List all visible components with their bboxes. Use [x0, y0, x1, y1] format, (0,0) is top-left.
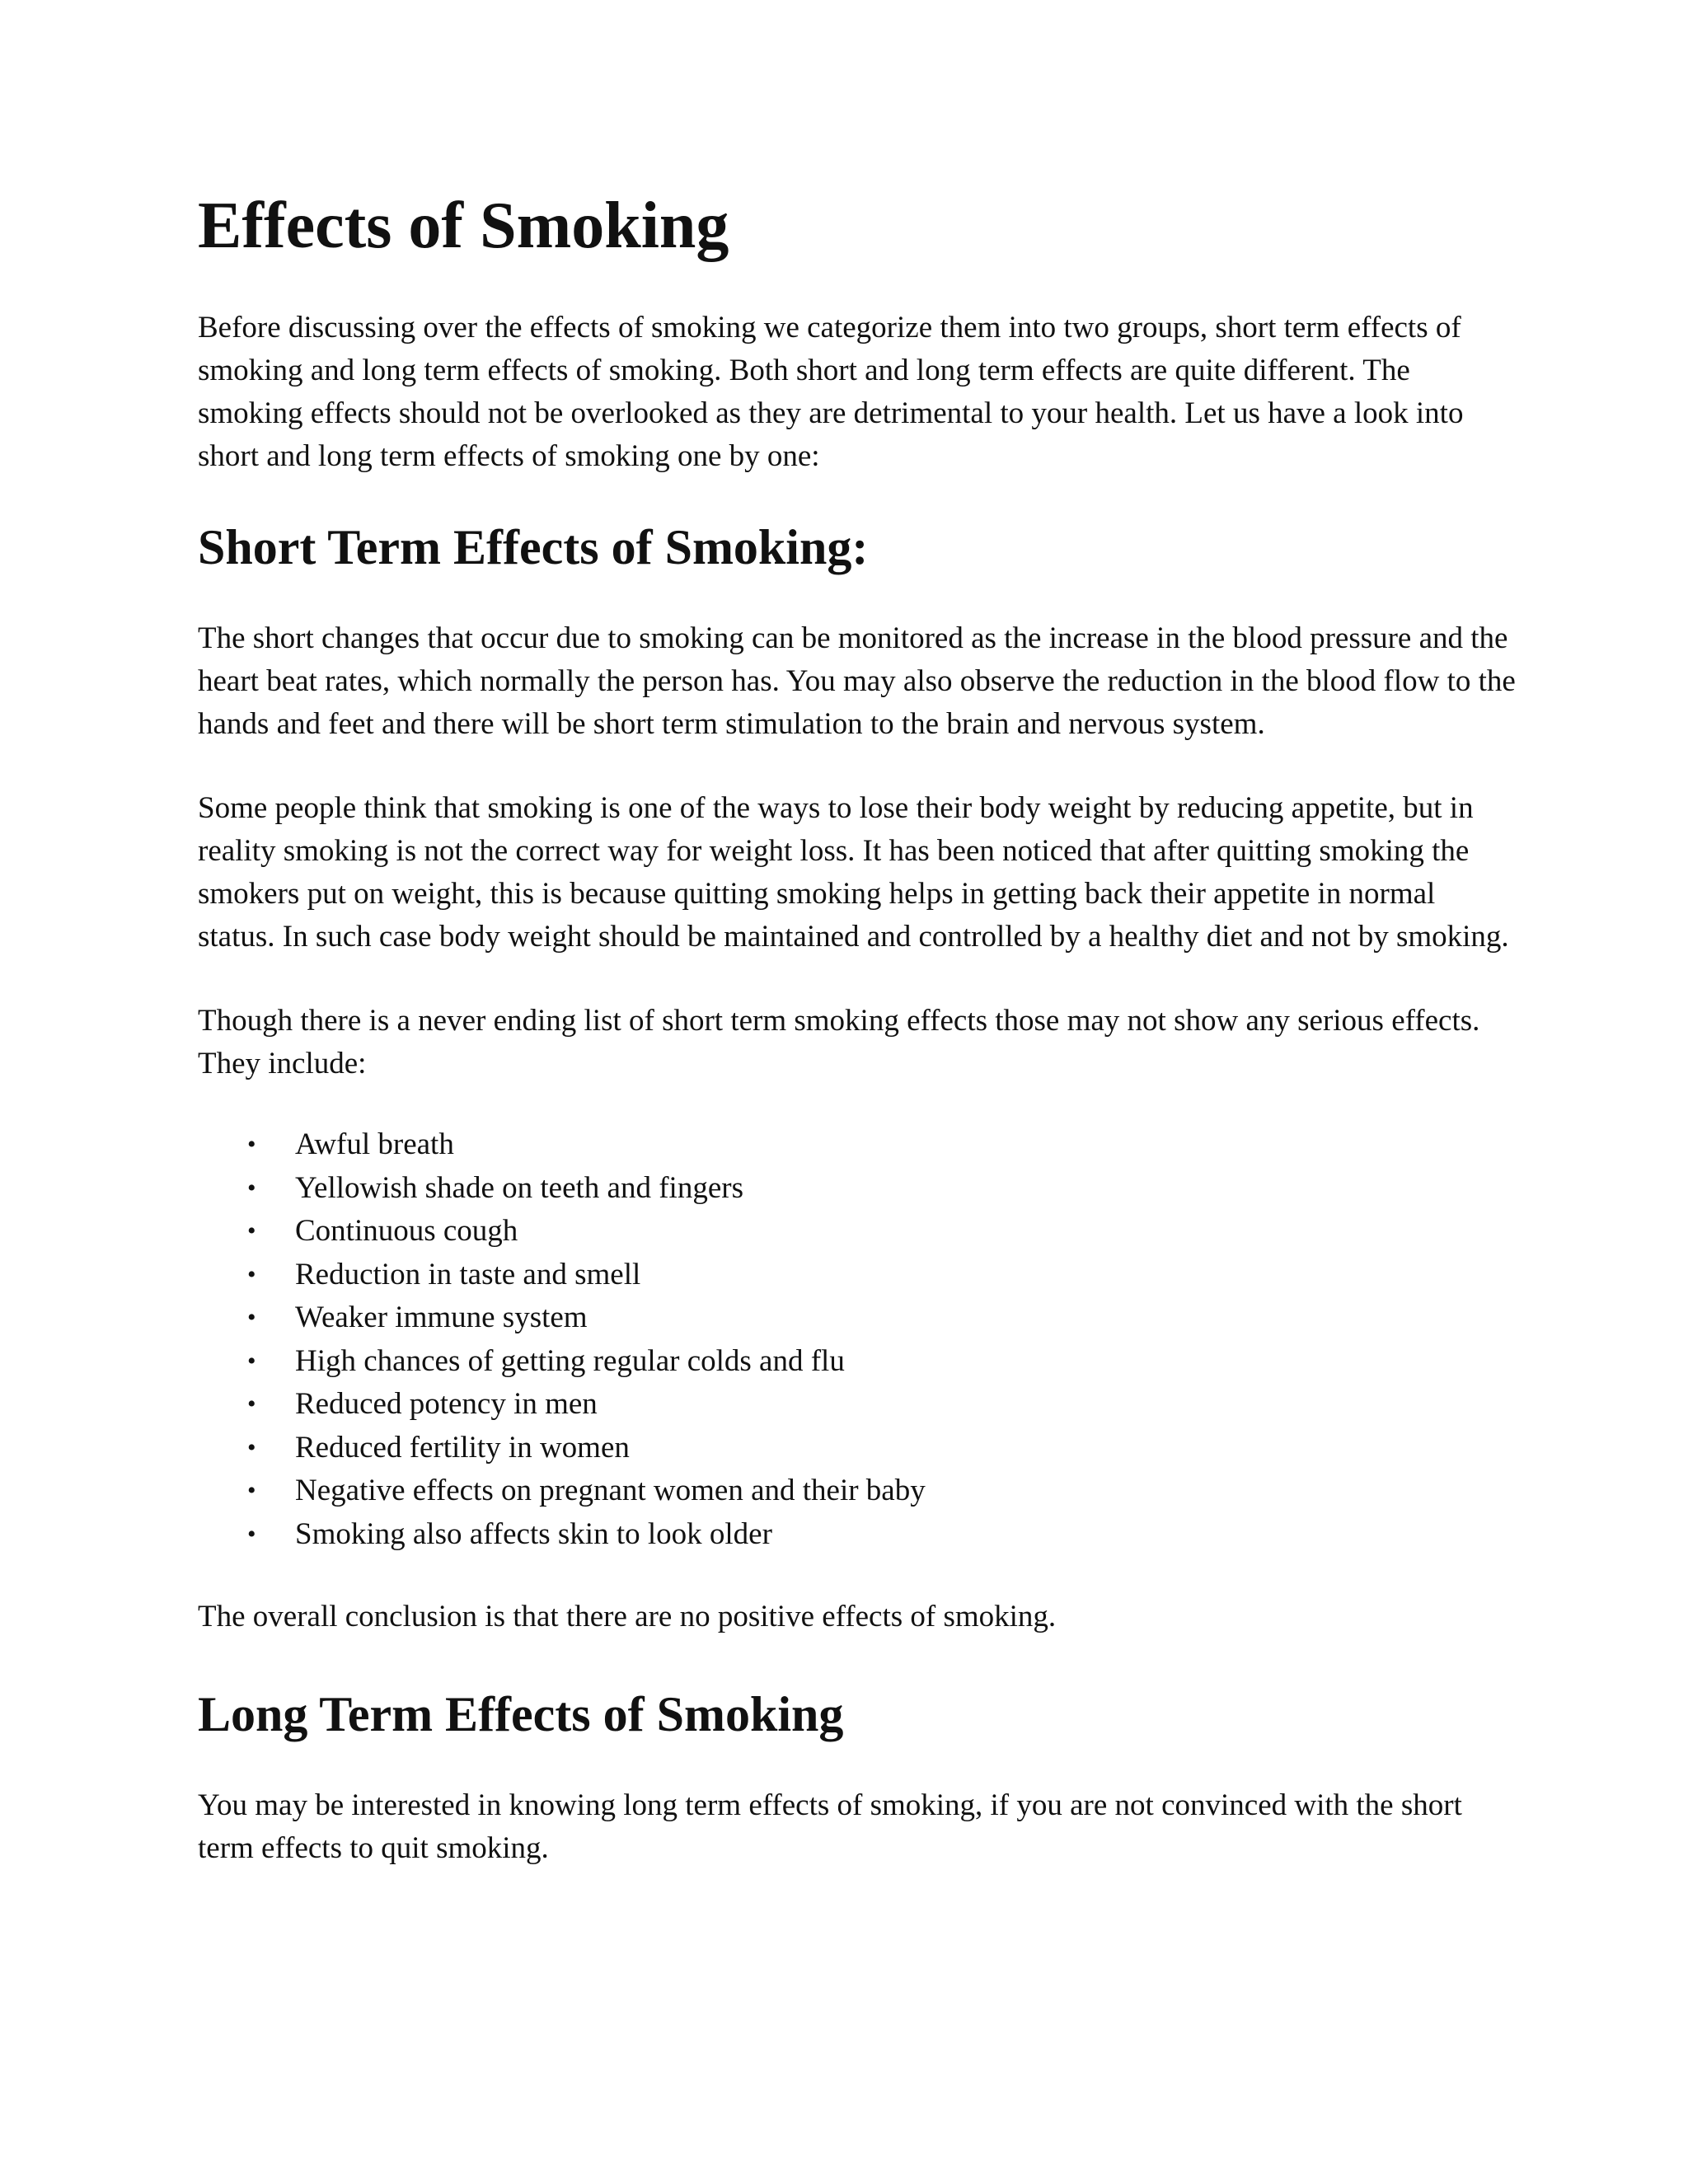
page-title: Effects of Smoking: [198, 190, 729, 262]
list-item-text: Weaker immune system: [295, 1301, 588, 1334]
list-item: [198, 1513, 1517, 1557]
bullet-icon: •: [247, 1131, 256, 1158]
conclusion-paragraph: The overall conclusion is that there are no positive effects of smoking.: [198, 1600, 1057, 1633]
bullet-icon: •: [247, 1390, 256, 1418]
bullet-icon: •: [247, 1174, 256, 1202]
list-item-text: Awful breath: [295, 1127, 454, 1161]
bullet-icon: •: [247, 1477, 256, 1504]
short-term-paragraph-1: The short changes that occur due to smoking can be monitored as the increase in the blood pressure and the heart beat rates, which normally the person has. You may also observe the reduction in the blood flow to the hands and feet and there will be short term stimulation to the brain and nervous system.: [198, 621, 1516, 741]
list-item: [198, 1469, 1517, 1513]
document-page: [198, 190, 1517, 1911]
long-term-paragraph: You may be interested in knowing long term effects of smoking, if you are not convinced with the short term effects to quit smoking.: [198, 1788, 1462, 1865]
list-item: [198, 1167, 1517, 1211]
short-term-effects-list: [198, 1123, 1517, 1556]
long-term-heading: Long Term Effects of Smoking: [198, 1687, 844, 1741]
list-item: [198, 1383, 1517, 1427]
list-item: [198, 1210, 1517, 1254]
list-item: [198, 1254, 1517, 1297]
list-item: [198, 1427, 1517, 1470]
list-item: [198, 1296, 1517, 1340]
list-item-text: Reduced potency in men: [295, 1387, 598, 1421]
bullet-icon: •: [247, 1347, 256, 1375]
short-term-paragraph-3: Though there is a never ending list of short term smoking effects those may not show any serious effects. They include:: [198, 1004, 1480, 1080]
short-term-paragraph-2: Some people think that smoking is one of the ways to lose their body weight by reducing appetite, but in reality smoking is not the correct way for weight loss. It has been noticed that after quitting smoking the smokers put on weight, this is because quitting smoking helps in getting back their appetite in normal status. In such case body weight should be maintained and controlled by a healthy diet and not by smoking.: [198, 791, 1509, 954]
list-item-text: Smoking also affects skin to look older: [295, 1516, 772, 1551]
bullet-icon: •: [247, 1520, 256, 1548]
bullet-icon: •: [247, 1260, 256, 1288]
intro-paragraph: Before discussing over the effects of smoking we categorize them into two groups, short term effects of smoking and long term effects of smoking. Both short and long term effects are quite different. The smoking effects should not be overlooked as they are detrimental to your health. Let us have a look into short and long term effects of smoking one by one:: [198, 311, 1464, 473]
bullet-icon: •: [247, 1433, 256, 1461]
list-item: [198, 1123, 1517, 1167]
list-item: [198, 1340, 1517, 1384]
list-item-text: Reduction in taste and smell: [295, 1257, 641, 1291]
bullet-icon: •: [247, 1304, 256, 1331]
list-item-text: Yellowish shade on teeth and fingers: [295, 1170, 743, 1205]
short-term-heading: Short Term Effects of Smoking:: [198, 520, 869, 574]
list-item-text: Negative effects on pregnant women and their baby: [295, 1474, 926, 1507]
list-item-text: Reduced fertility in women: [295, 1430, 630, 1465]
bullet-icon: •: [247, 1217, 256, 1244]
list-item-text: High chances of getting regular colds and flu: [295, 1343, 845, 1378]
list-item-text: Continuous cough: [295, 1214, 518, 1248]
